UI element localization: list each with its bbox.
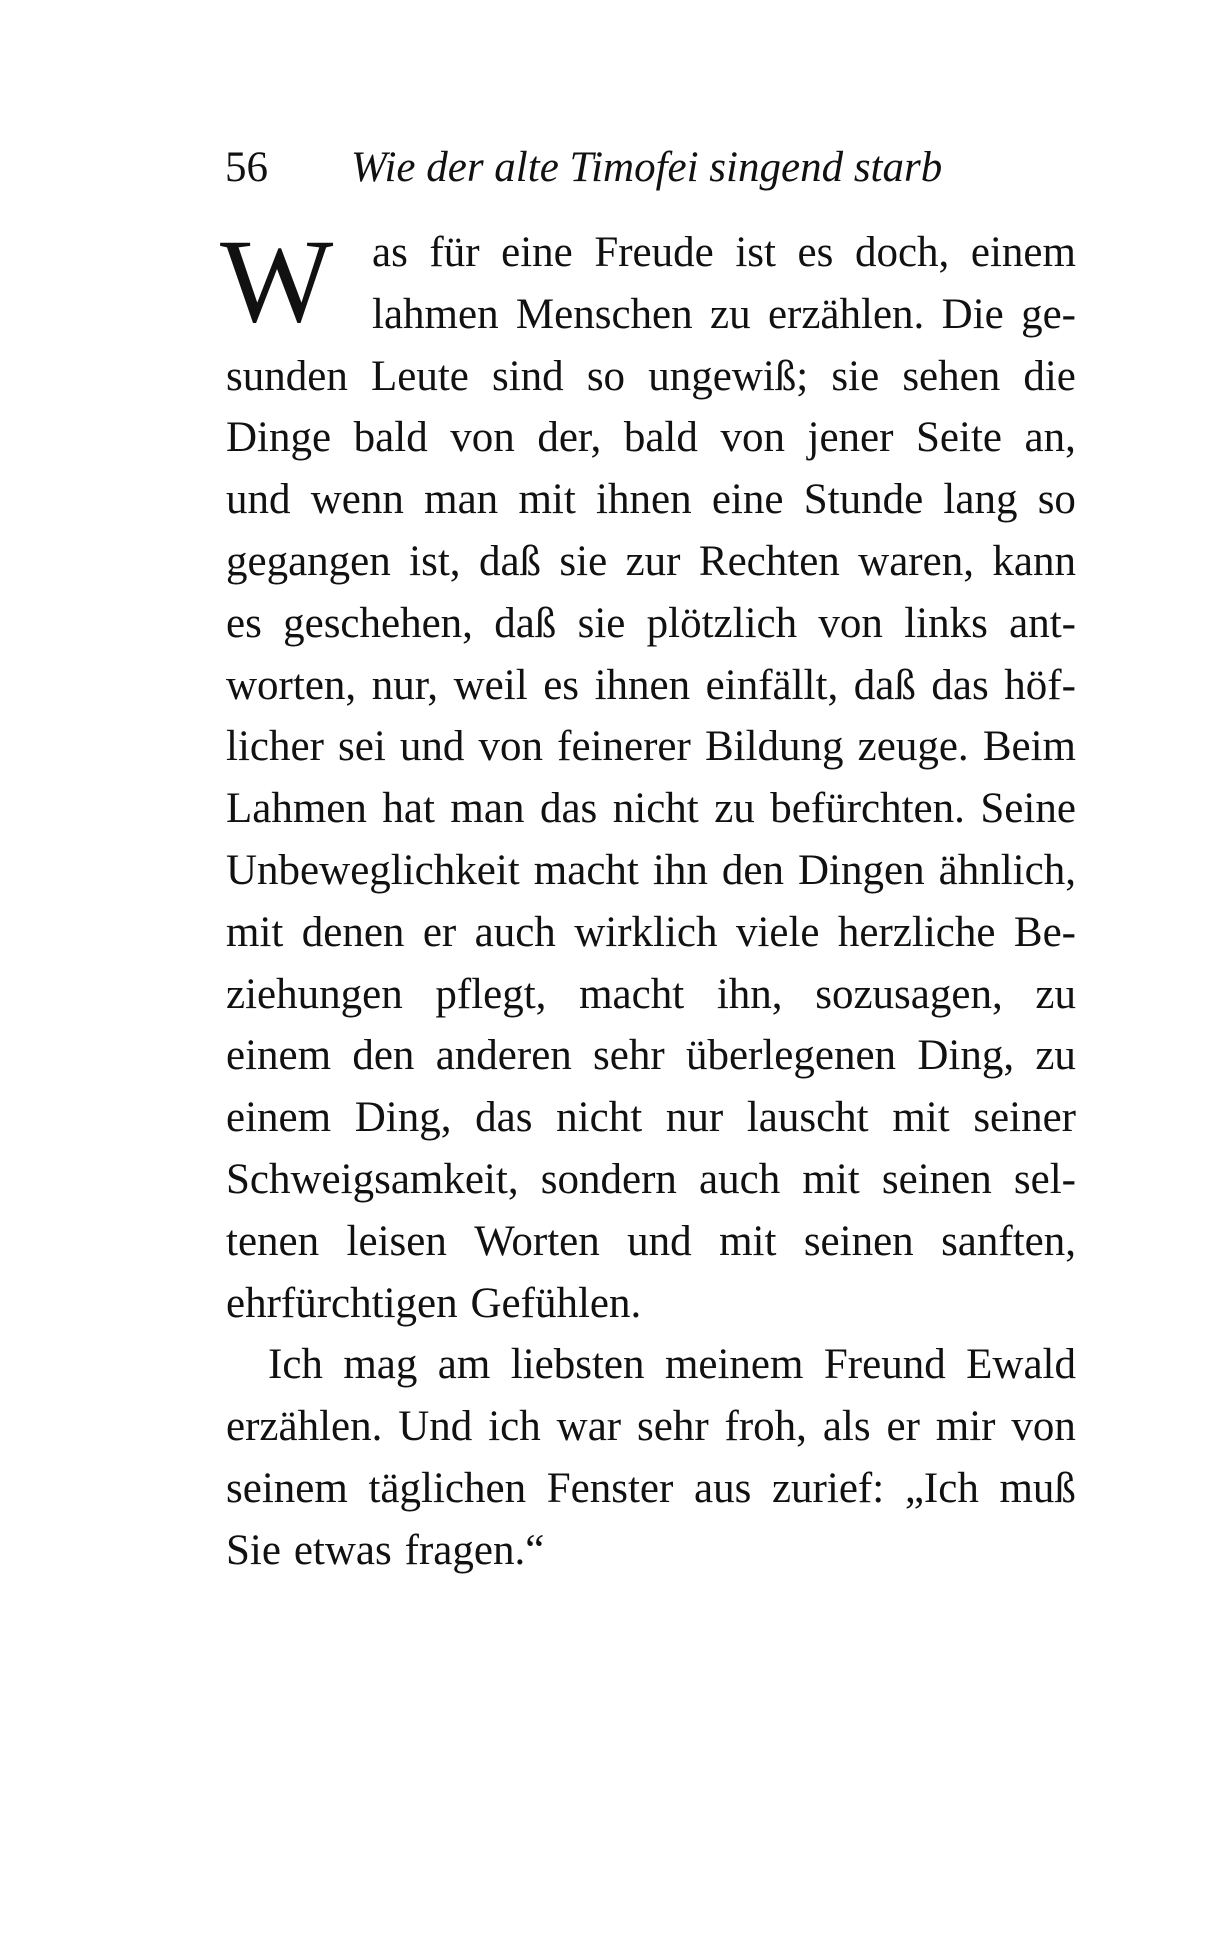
text-line: seinem täglichen Fenster aus zurief: „Ich muß: [226, 1464, 1076, 1512]
text-line: ehrfürchtigen Gefühlen.: [226, 1279, 642, 1327]
text-line: einem Ding, das nicht nur lauscht mit seiner: [226, 1094, 1076, 1142]
text-line: einem den anderen sehr überlegenen Ding, zu: [226, 1032, 1076, 1080]
text-line: Schweigsamkeit, sondern auch mit seinen sel-: [226, 1155, 1076, 1203]
running-title: Wie der alte Timofei singend starb: [351, 144, 943, 191]
text-line: Ich mag am liebsten meinem Freund Ewald: [268, 1341, 1076, 1389]
paragraph-2: [226, 1334, 1076, 1581]
text-line: es geschehen, daß sie plötzlich von links ant-: [226, 599, 1076, 647]
text-line: erzählen. Und ich war sehr froh, als er mir von: [226, 1403, 1076, 1451]
text-line: Lahmen hat man das nicht zu befürchten. Seine: [226, 785, 1076, 833]
text-line: licher sei und von feinerer Bildung zeuge. Beim: [226, 723, 1076, 771]
text-line: sunden Leute sind so ungewiß; sie sehen die: [226, 352, 1076, 400]
paragraph-1: [226, 222, 1076, 1334]
text-line: Sie etwas fragen.“: [226, 1526, 545, 1574]
text-line: Unbeweglichkeit macht ihn den Dingen ähnlich,: [226, 846, 1076, 894]
text-line: tenen leisen Worten und mit seinen sanften,: [226, 1217, 1076, 1265]
text-line: lahmen Menschen zu erzählen. Die ge-: [372, 290, 1076, 338]
page-header: [225, 138, 1085, 198]
text-line: mit denen er auch wirklich viele herzliche Be-: [226, 908, 1076, 956]
text-line: worten, nur, weil es ihnen einfällt, daß das höf-: [226, 661, 1076, 709]
text-line: Dinge bald von der, bald von jener Seite an,: [226, 414, 1076, 462]
text-line: ziehungen pflegt, macht ihn, sozusagen, zu: [226, 970, 1076, 1018]
text-line: gegangen ist, daß sie zur Rechten waren, kann: [226, 537, 1076, 585]
text-line: as für eine Freude ist es doch, einem: [372, 229, 1076, 276]
body-text: [220, 214, 1076, 1582]
page-number: 56: [225, 144, 268, 191]
drop-cap: W: [220, 214, 334, 347]
text-line: und wenn man mit ihnen eine Stunde lang so: [226, 476, 1076, 524]
